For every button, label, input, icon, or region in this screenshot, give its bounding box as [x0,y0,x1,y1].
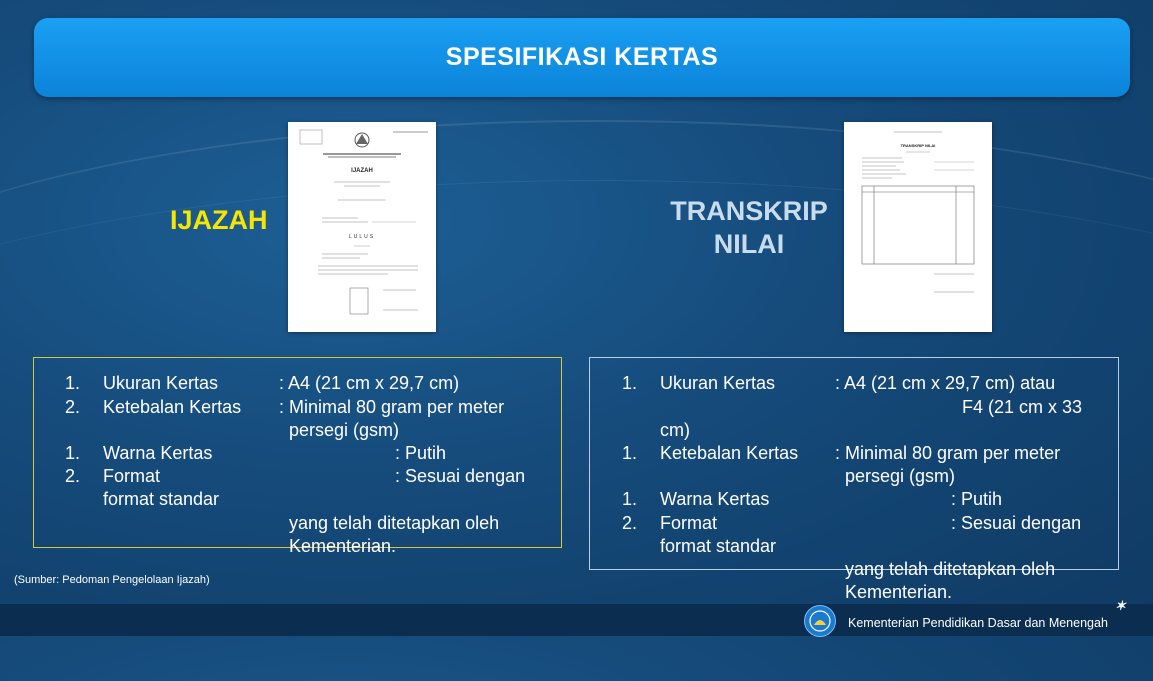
transkrip-sample-image [844,122,992,332]
ijazah-label: IJAZAH [170,205,268,235]
spec-label: Ukuran Kertas [103,373,219,393]
spec-number: 2. [65,466,81,486]
spec-value: : Sesuai dengan [951,513,1082,533]
transkrip-label [664,195,834,261]
spec-number: 1. [622,443,638,463]
transkrip-sample-heading: TRANSKRIP NILAI [900,143,936,148]
spec-number: 1. [65,443,81,463]
spec-label: Ketebalan Kertas [660,443,799,463]
spec-value: : A4 (21 cm x 29,7 cm) [279,373,460,393]
spec-number: 1. [622,373,638,393]
ijazah-sample-heading: IJAZAH [351,168,373,174]
spec-value: yang telah ditetapkan oleh [289,513,500,533]
spec-value: : A4 (21 cm x 29,7 cm) atau [835,373,1056,393]
spec-label: Format [660,513,718,533]
transkrip-label-line1: TRANSKRIP [670,196,828,226]
page-title: SPESIFIKASI KERTAS [445,43,719,71]
spec-value: yang telah ditetapkan oleh [845,559,1056,579]
spec-value: cm) [660,420,690,440]
spec-label: Ukuran Kertas [660,373,776,393]
spec-number: 2. [622,513,638,533]
ijazah-sample-image [288,122,436,332]
transkrip-label-line2: NILAI [713,229,785,259]
spec-label: Ketebalan Kertas [103,397,242,417]
spec-value: : Putih [951,489,1003,509]
source-note: (Sumber: Pedoman Pengelolaan Ijazah) [14,574,210,586]
spec-number: 1. [622,489,638,509]
spec-value: Kementerian. [845,582,953,602]
spec-label: format standar [103,489,220,509]
spec-value: : Minimal 80 gram per meter [279,397,505,417]
ministry-name: Kementerian Pendidikan Dasar dan Menengah [848,616,1108,630]
title-banner [34,18,1130,97]
ijazah-sample-stamp: LULUS [348,234,376,240]
spec-value: : Putih [395,443,447,463]
spec-label: Format [103,466,161,486]
spec-number: 1. [65,373,81,393]
spec-value: : Minimal 80 gram per meter [835,443,1061,463]
spec-value: persegi (gsm) [289,420,400,440]
spec-label: Warna Kertas [103,443,213,463]
spec-number: 2. [65,397,81,417]
watermark-logo-icon: ✶ [1115,598,1126,613]
spec-value: Kementerian. [289,536,397,556]
spec-value: F4 (21 cm x 33 [962,397,1083,417]
spec-value: persegi (gsm) [845,466,956,486]
spec-label: Warna Kertas [660,489,770,509]
ministry-logo-icon [804,605,836,637]
spec-label: format standar [660,536,777,556]
spec-value: : Sesuai dengan [395,466,526,486]
